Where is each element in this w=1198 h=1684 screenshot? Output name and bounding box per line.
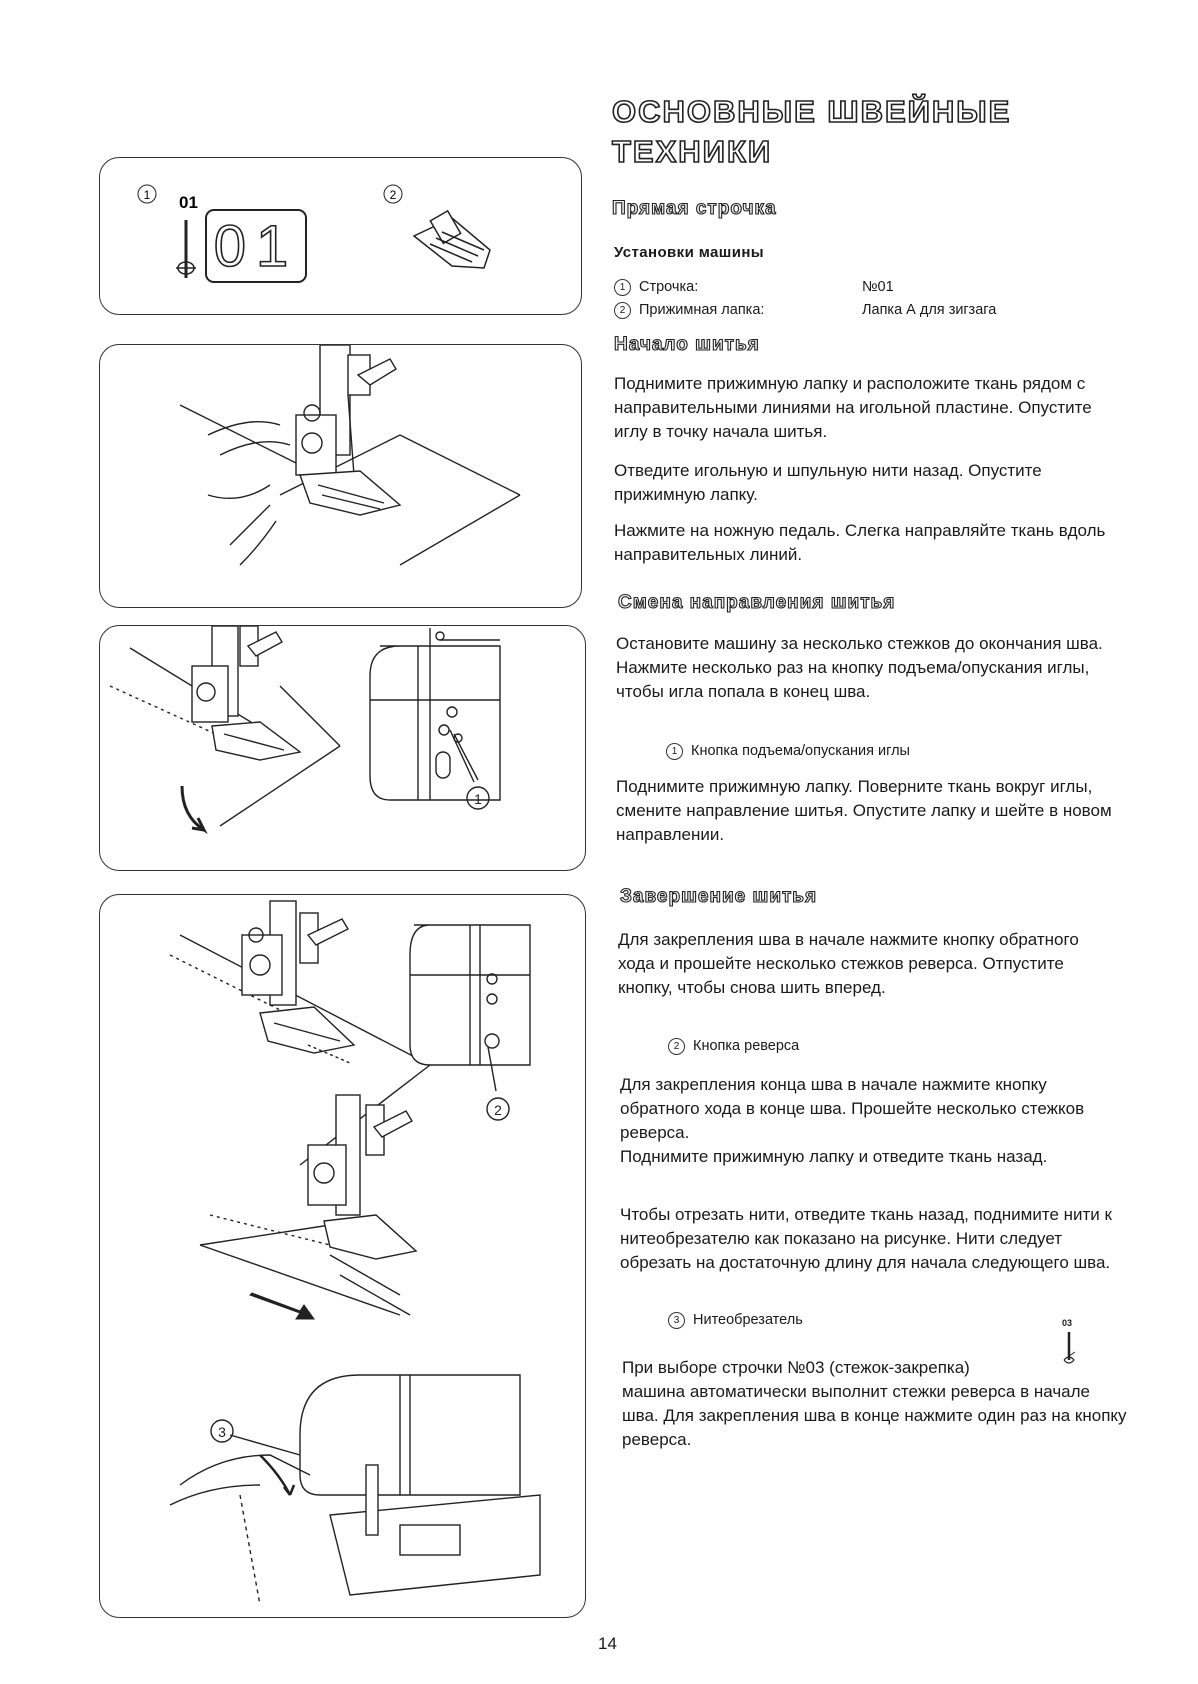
setting-row — [614, 302, 764, 319]
paragraph: машина автоматически выполнит стежки реверса в начале шва. Для закрепления шва в конце нажмите один раз на кнопку реверса. — [622, 1382, 1127, 1449]
number-badge: 1 — [614, 279, 631, 296]
paragraph: Остановите машину за несколько стежков до окончания шва. Нажмите несколько раз на кнопку подъема/опускания иглы, чтобы игла попала в конец шва. — [616, 634, 1103, 701]
stitch-code: 01 — [179, 193, 198, 212]
setting-value: Лапка А для зигзага — [862, 302, 997, 318]
stitch-code-label: 03 — [1062, 1318, 1073, 1328]
figure-finish-sewing — [99, 894, 586, 1618]
number-badge: 3 — [668, 1312, 685, 1329]
paragraph: Отведите игольную и шпульную нити назад. Опустите прижимную лапку. — [614, 461, 1042, 504]
number-badge: 2 — [668, 1038, 685, 1055]
paragraph: Поднимите прижимную лапку. Поверните ткань вокруг иглы, смените направление шитья. Опустите лапку и шейте в новом направлении. — [616, 777, 1112, 844]
paragraph: Поднимите прижимную лапку и расположите ткань рядом с направительными линиями на игольной пластине. Опустите иглу в точку начала шитья. — [614, 374, 1092, 441]
paragraph: Чтобы отрезать нити, отведите ткань назад, поднимите нити к нитеобрезателю как показано на рисунке. Нити следует обрезать на достаточную длину для начала следующего шва. — [620, 1205, 1112, 1272]
setting-label: Строчка: — [639, 279, 699, 295]
paragraph: При выборе строчки №03 (стежок-закрепка) — [622, 1358, 970, 1377]
settings-illustration — [100, 158, 581, 314]
figure-number: 1 — [143, 188, 151, 202]
figure-machine-settings — [99, 157, 582, 315]
number-badge: 2 — [614, 302, 631, 319]
heading-change-direction: Смена направления шитья — [618, 592, 896, 613]
lcd-value: 01 — [213, 214, 299, 279]
setting-row — [614, 279, 698, 296]
figure-number: 3 — [218, 1424, 226, 1440]
number-badge: 1 — [666, 743, 683, 760]
figure-number: 1 — [474, 791, 482, 807]
figure-number: 2 — [494, 1102, 502, 1118]
paragraph: Поднимите прижимную лапку и отведите ткань назад. — [620, 1147, 1048, 1166]
figure-change-direction — [99, 625, 586, 871]
paragraph: Для закрепления шва в начале нажмите кнопку обратного хода и прошейте несколько стежков реверса. Отпустите кнопку, чтобы снова шить вперед. — [618, 930, 1079, 997]
finish-illustration — [100, 895, 585, 1617]
sewing-illustration — [100, 345, 581, 607]
direction-illustration — [100, 626, 585, 870]
paragraph: Нажмите на ножную педаль. Слегка направляйте ткань вдоль направительных линий. — [614, 521, 1106, 564]
heading-straight-stitch: Прямая строчка — [612, 198, 777, 219]
caption: 1 Кнопка подъема/опускания иглы — [666, 743, 910, 760]
heading-start-sewing: Начало шитья — [614, 334, 760, 355]
setting-value: №01 — [862, 279, 894, 295]
heading-machine-settings: Установки машины — [614, 244, 764, 261]
setting-label: Прижимная лапка: — [639, 302, 765, 318]
heading-finish-sewing: Завершение шитья — [620, 886, 818, 907]
caption: 2 Кнопка реверса — [668, 1038, 799, 1055]
paragraph: Для закрепления конца шва в начале нажмите кнопку обратного хода в конце шва. Прошейте несколько стежков реверса. — [620, 1075, 1085, 1142]
figure-start-sewing — [99, 344, 582, 608]
page-title: ОСНОВНЫЕ ШВЕЙНЫЕ ТЕХНИКИ — [612, 94, 1012, 169]
figure-number: 2 — [389, 188, 397, 202]
presser-foot-icon — [414, 211, 490, 268]
straight-stitch-icon — [176, 220, 196, 278]
caption: 3 Нитеобрезатель — [668, 1312, 803, 1329]
page-number: 14 — [598, 1634, 617, 1653]
